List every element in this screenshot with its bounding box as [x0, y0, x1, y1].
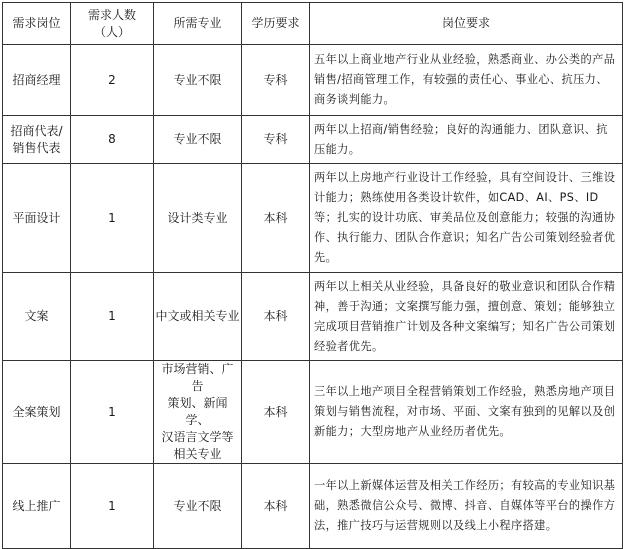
header-count-line2: （人）: [93, 24, 130, 39]
table-row: [3, 273, 623, 361]
cell-major: [154, 361, 242, 464]
cell-position: 平面设计: [3, 164, 71, 273]
cell-requirements: 一年以上新媒体运营及相关工作经历；有较高的专业知识基础，熟悉微信公众号、微博、抖音、自媒体等平台的操作方法，推广技巧与运营规则以及线上小程序搭建。: [310, 464, 623, 549]
cell-requirements: 两年以上招商/销售经验；良好的沟通能力、团队意识、抗压能力。: [310, 116, 623, 164]
cell-count: 2: [71, 45, 154, 116]
table-row: [3, 45, 623, 116]
table-row: [3, 116, 623, 164]
cell-education: 本科: [242, 164, 310, 273]
cell-education: 专科: [242, 45, 310, 116]
header-education: 学历要求: [242, 3, 310, 45]
cell-position-line2: 销售代表: [12, 140, 61, 155]
cell-education: 本科: [242, 361, 310, 464]
header-count: [71, 3, 154, 45]
cell-major-line4: 相关专业: [173, 447, 222, 461]
cell-position: 全案策划: [3, 361, 71, 464]
cell-requirements: 三年以上地产项目全程营销策划工作经验，熟悉房地产项目策划与销售流程，对市场、平面、文案有独到的见解以及创新能力；大型房地产从业经历者优先。: [310, 361, 623, 464]
cell-major: 专业不限: [154, 464, 242, 549]
cell-position: [3, 116, 71, 164]
cell-count: 1: [71, 361, 154, 464]
cell-major: 中文或相关专业: [154, 273, 242, 361]
cell-major: 设计类专业: [154, 164, 242, 273]
cell-education: 本科: [242, 273, 310, 361]
table-row: [3, 164, 623, 273]
cell-position: 文案: [3, 273, 71, 361]
cell-requirements: 两年以上相关从业经验，具备良好的敬业意识和团队合作精神，善于沟通；文案撰写能力强，擅创意、策划；能够独立完成项目营销推广计划及各种文案编写；知名广告公司策划经验者优先。: [310, 273, 623, 361]
table-row: [3, 361, 623, 464]
header-major: 所需专业: [154, 3, 242, 45]
cell-education: 本科: [242, 464, 310, 549]
header-row: [3, 3, 623, 45]
cell-major: 专业不限: [154, 116, 242, 164]
cell-education: 专科: [242, 116, 310, 164]
cell-count: 8: [71, 116, 154, 164]
cell-position-line1: 招商代表/: [10, 123, 63, 138]
cell-major-line1: 市场营销、广告: [161, 362, 234, 393]
cell-major-line2: 策划、新闻学、: [167, 396, 228, 427]
table-row: [3, 464, 623, 549]
header-position: 需求岗位: [3, 3, 71, 45]
cell-major: 专业不限: [154, 45, 242, 116]
header-requirements: 岗位要求: [310, 3, 623, 45]
cell-count: 1: [71, 273, 154, 361]
cell-requirements: 五年以上商业地产行业从业经验，熟悉商业、办公类的产品销售/招商管理工作，有较强的责任心、事业心、抗压力、商务谈判能力。: [310, 45, 623, 116]
cell-major-line3: 汉语言文学等: [161, 430, 234, 444]
header-count-line1: 需求人数: [87, 7, 136, 22]
cell-requirements: 两年以上房地产行业设计工作经验，具有空间设计、三维设计能力；熟练使用各类设计软件，如CAD、AI、PS、ID等；扎实的设计功底、审美品位及创意能力；较强的沟通协作、执行能力、团队合作意识；知名广告公司策划经验者优先。: [310, 164, 623, 273]
recruitment-table: [2, 2, 623, 549]
cell-position: 招商经理: [3, 45, 71, 116]
cell-count: 1: [71, 164, 154, 273]
cell-position: 线上推广: [3, 464, 71, 549]
cell-count: 1: [71, 464, 154, 549]
